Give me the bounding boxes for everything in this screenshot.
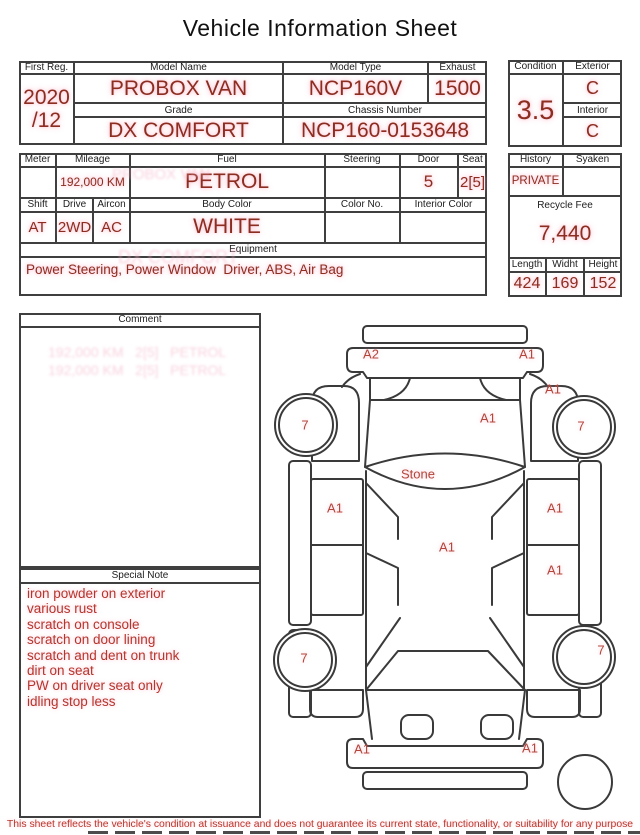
model-name-value: PROBOX VAN bbox=[109, 76, 248, 100]
bottom-dashed-line bbox=[88, 831, 640, 834]
interior-color-label: Interior Color bbox=[414, 199, 473, 210]
recycle-fee-value: 7,440 bbox=[538, 222, 592, 245]
seat-label: Seat bbox=[462, 154, 483, 165]
grid-line bbox=[508, 195, 622, 197]
damage-code-a1: A1 bbox=[522, 740, 538, 756]
model-type-label: Model Type bbox=[329, 62, 382, 73]
special-note-line: PW on driver seat only bbox=[27, 678, 163, 694]
special-note-label: Special Note bbox=[111, 569, 169, 581]
ghost-bleed-text: PROBOX VAN bbox=[112, 166, 211, 183]
damage-code-stone: Stone bbox=[401, 466, 435, 482]
special-note-line: scratch on console bbox=[27, 616, 140, 632]
exterior-grade: C bbox=[586, 77, 599, 98]
mileage-label: Mileage bbox=[74, 154, 111, 165]
fuel-value: PETROL bbox=[184, 170, 270, 193]
meter-value bbox=[19, 167, 56, 197]
aircon-label: Aircon bbox=[97, 199, 126, 210]
damage-code-a2: A2 bbox=[363, 346, 379, 362]
steering-value bbox=[325, 167, 399, 197]
first-reg-value bbox=[19, 74, 74, 144]
damage-code-a1: A1 bbox=[545, 381, 561, 397]
steering-label: Steering bbox=[343, 154, 381, 165]
drive-label: Drive bbox=[62, 199, 87, 210]
special-note-list bbox=[27, 586, 255, 709]
ghost-bleed-text: 192,000 KM 2[5] PETROL bbox=[48, 344, 227, 360]
damage-code-a1: A1 bbox=[439, 539, 455, 555]
damage-code-7: 7 bbox=[301, 417, 309, 433]
drive-value: 2WD bbox=[57, 218, 92, 236]
chassis-number-label: Chassis Number bbox=[348, 104, 422, 116]
damage-code-7: 7 bbox=[300, 650, 308, 666]
first-reg-label: First Reg. bbox=[24, 62, 69, 73]
damage-code-a1: A1 bbox=[547, 562, 563, 578]
equipment-label: Equipment bbox=[229, 244, 277, 255]
model-name-label: Model Name bbox=[150, 62, 207, 73]
interior-grade: C bbox=[586, 121, 599, 141]
damage-code-7: 7 bbox=[597, 642, 605, 658]
syaken-value bbox=[563, 167, 622, 195]
color-no-value bbox=[325, 212, 399, 242]
special-note-line: scratch and dent on trunk bbox=[27, 647, 180, 663]
grade-label: Grade bbox=[164, 104, 193, 116]
exhaust-label: Exhaust bbox=[439, 62, 476, 73]
recycle-fee-label: Recycle Fee bbox=[537, 199, 593, 211]
syaken-label: Syaken bbox=[575, 154, 610, 165]
first-reg-year: 2020 bbox=[23, 86, 70, 109]
shift-value: AT bbox=[28, 218, 47, 236]
damage-code-a1: A1 bbox=[519, 346, 535, 362]
condition-score: 3.5 bbox=[516, 94, 555, 125]
seat-value: 2[5] bbox=[459, 173, 486, 191]
length-value: 424 bbox=[513, 275, 541, 292]
height-label: Height bbox=[588, 259, 618, 270]
color-no-label: Color No. bbox=[340, 199, 384, 210]
history-value: PRIVATE bbox=[511, 175, 560, 187]
body-color-value: WHITE bbox=[193, 215, 261, 238]
model-type-value: NCP160V bbox=[308, 76, 403, 100]
fuel-label: Fuel bbox=[217, 154, 237, 165]
grade-value: DX COMFORT bbox=[108, 119, 249, 142]
door-value: 5 bbox=[423, 172, 434, 191]
interior-color-value bbox=[400, 212, 487, 242]
grid-line bbox=[19, 582, 261, 584]
height-value: 152 bbox=[589, 275, 617, 292]
ghost-bleed-text: DX COMFORT bbox=[118, 247, 239, 267]
special-note-line: idling stop less bbox=[27, 693, 116, 709]
width-label: Widht bbox=[552, 259, 578, 270]
interior-label: Interior bbox=[576, 104, 609, 116]
damage-code-a1: A1 bbox=[327, 500, 343, 516]
damage-code-7: 7 bbox=[577, 418, 585, 434]
shift-label: Shift bbox=[27, 199, 48, 210]
mileage-value: 192,000 KM bbox=[60, 175, 125, 189]
disclaimer-text: This sheet reflects the vehicle's condition at issuance and does not guarantee its current state, functionality, or suitability for any purpose bbox=[6, 819, 634, 830]
history-label: History bbox=[519, 154, 552, 165]
chassis-number-value: NCP160-0153648 bbox=[300, 119, 470, 142]
condition-label: Condition bbox=[514, 61, 557, 72]
car-damage-diagram bbox=[270, 315, 640, 815]
door-label: Door bbox=[417, 154, 440, 165]
body-color-label: Body Color bbox=[202, 199, 252, 210]
first-reg-month: /12 bbox=[31, 109, 62, 132]
page-title: Vehicle Information Sheet bbox=[182, 15, 458, 41]
width-value: 169 bbox=[551, 275, 579, 292]
grid-line bbox=[19, 326, 261, 328]
car-outline-drawing bbox=[270, 315, 640, 815]
damage-code-a1: A1 bbox=[354, 741, 370, 757]
equipment-value: Power Steering, Power Window Driver, ABS, Air Bag bbox=[26, 262, 344, 277]
comment-label: Comment bbox=[118, 314, 162, 325]
length-label: Length bbox=[511, 259, 543, 270]
special-note-line: dirt on seat bbox=[27, 663, 94, 679]
special-note-line: various rust bbox=[27, 601, 97, 617]
damage-code-a1: A1 bbox=[547, 500, 563, 516]
exterior-label: Exterior bbox=[575, 61, 610, 72]
special-note-line: scratch on door lining bbox=[27, 632, 156, 648]
special-note-line: iron powder on exterior bbox=[27, 586, 166, 601]
exhaust-value: 1500 bbox=[434, 76, 481, 100]
aircon-value: AC bbox=[101, 218, 122, 236]
damage-code-a1: A1 bbox=[480, 410, 496, 426]
ghost-bleed-text: 192,000 KM 2[5] PETROL bbox=[48, 362, 227, 378]
meter-label: Meter bbox=[24, 154, 51, 165]
